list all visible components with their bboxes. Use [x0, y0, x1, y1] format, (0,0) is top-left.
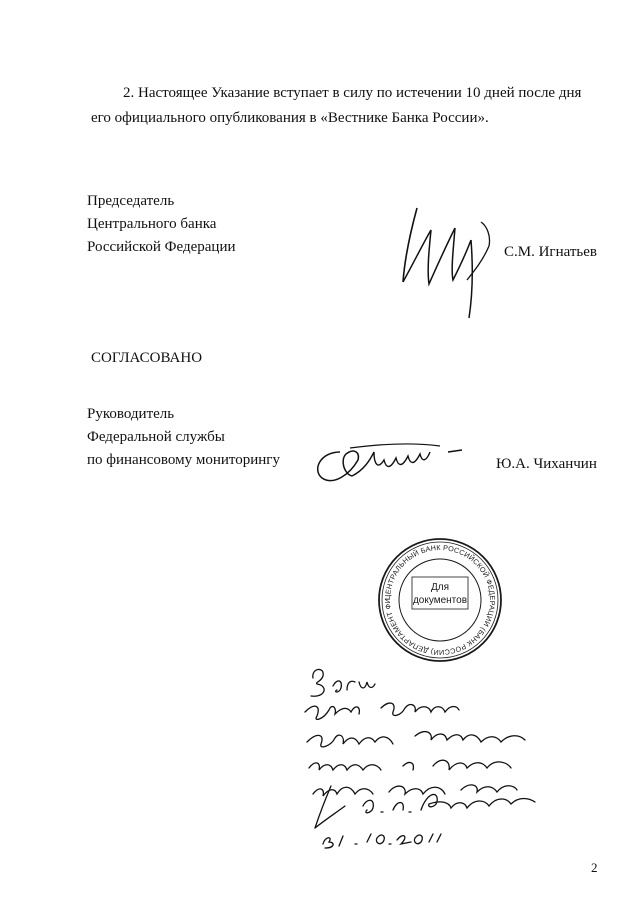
handwritten-certification	[285, 660, 605, 850]
approval-title-line: по финансовому мониторингу	[87, 452, 280, 468]
stamp-ring-text: ЦЕНТРАЛЬНЫЙ БАНК РОССИЙСКОЙ ФЕДЕРАЦИИ (БАНК РОССИИ) ДЕПАРТАМЕНТ ФИНАНСОВОГО МОНИТОРИНГА И ВАЛЮТНОГО КОНТРОЛЯ	[371, 528, 498, 658]
approval-title-line: Руководитель	[87, 406, 175, 422]
signatory-title-line: Российской Федерации	[87, 239, 236, 255]
signatory-title	[87, 190, 236, 259]
stamp-center-line-1: Для	[430, 582, 450, 593]
approval-name: Ю.А. Чиханчин	[496, 456, 597, 472]
paragraph-line-1: 2. Настоящее Указание вступает в силу по истечении 10 дней после дня	[123, 85, 582, 101]
page-number: 2	[591, 860, 598, 875]
approval-title	[87, 403, 280, 472]
stamp-center-line-2: документов	[412, 595, 468, 606]
approval-title-line: Федеральной службы	[87, 429, 225, 445]
signatory-name: С.М. Игнатьев	[504, 244, 598, 260]
signatory-title-line: Центрального банка	[87, 216, 217, 232]
signature-fsfm-head	[310, 430, 470, 490]
approval-heading: СОГЛАСОВАНО	[91, 350, 203, 366]
organization-stamp	[371, 528, 505, 665]
signature-chairman	[393, 200, 513, 320]
paragraph-line-2: его официального опубликования в «Вестнике Банка России».	[91, 110, 489, 126]
signatory-title-line: Председатель	[87, 193, 175, 209]
